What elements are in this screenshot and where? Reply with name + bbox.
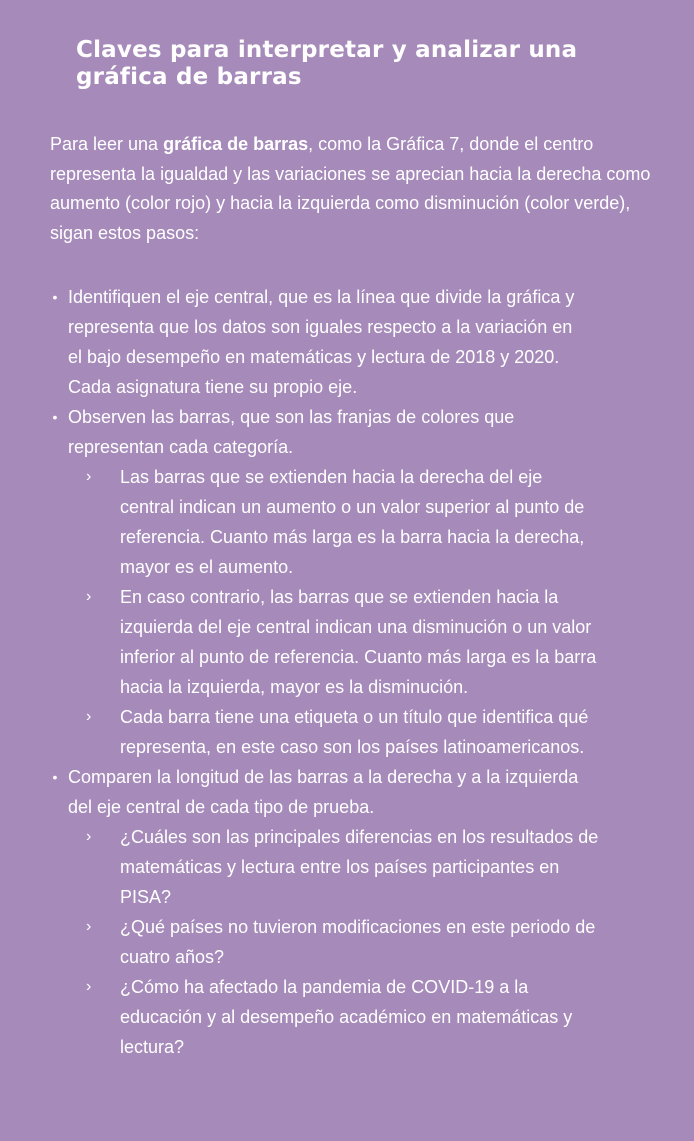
question-text-end: ? [161, 887, 172, 907]
sub-item [68, 972, 660, 1062]
step-item [50, 762, 660, 1062]
card-title: Claves para interpretar y analizar una gráfica de barras [76, 37, 578, 90]
acronym-pisa: PISA [120, 887, 162, 907]
chevron-right-icon: › [86, 468, 92, 485]
intro-paragraph [50, 130, 660, 248]
bullet-icon: • [52, 409, 58, 425]
question-text-start: ¿Cómo ha afectado la pandemia de [120, 977, 412, 997]
step-item [50, 402, 660, 762]
chevron-right-icon: › [86, 708, 92, 725]
sub-item [68, 582, 660, 702]
chevron-right-icon: › [86, 588, 92, 605]
intro-bold-term: gráfica de barras [163, 134, 309, 154]
intro-text-end: , como la Gráfica 7, donde el centro representa la igualdad y las variaciones se aprecian hacia la derecha como aumento (color rojo) y hacia la izquierda como disminución (color verde), sigan estos pasos: [50, 134, 651, 243]
sub-item-text: Las barras que se extienden hacia la derecha del eje central indican un aumento o un valor superior al punto de referencia. Cuanto más larga es la barra hacia la derecha, mayor es el aumento. [120, 467, 585, 577]
chevron-right-icon: › [86, 978, 92, 995]
sub-item-text: Cada barra tiene una etiqueta o un título que identifica qué representa, en este caso son los países latinoamericanos. [120, 707, 589, 757]
step-text: Identifiquen el eje central, que es la línea que divide la gráfica y representa que los datos son iguales respecto a la variación en el bajo desempeño en matemáticas y lectura de 2018 y 2020. Cada asignatura tiene su propio eje. [68, 287, 575, 397]
sub-item [68, 462, 660, 582]
question-text-start: ¿Cuáles son las principales diferencias en los resultados de matemáticas y lectura entre los países participantes en [120, 827, 599, 877]
sub-item [68, 702, 660, 762]
question-text-end: -19 a la educación y al desempeño académico en matemáticas y lectura? [120, 977, 573, 1057]
sub-list [68, 822, 660, 1062]
chevron-right-icon: › [86, 828, 92, 845]
bullet-icon: • [52, 289, 58, 305]
acronym-covid: COVID [411, 977, 469, 997]
sub-item [68, 912, 660, 972]
step-text: Observen las barras, que son las franjas de colores que representan cada categoría. [68, 407, 515, 457]
steps-list [50, 282, 660, 1062]
sub-item-text [120, 972, 600, 1062]
sub-item-text: ¿Qué países no tuvieron modificaciones en este periodo de cuatro años? [120, 917, 596, 967]
bullet-icon: • [52, 769, 58, 785]
step-item [50, 282, 660, 402]
sub-item-text: En caso contrario, las barras que se extienden hacia la izquierda del eje central indican una disminución o un valor inferior al punto de referencia. Cuanto más larga es la barra hacia la izquierda, mayor es la disminución. [120, 587, 597, 697]
sub-list [68, 462, 660, 762]
chevron-right-icon: › [86, 918, 92, 935]
intro-text-start: Para leer una [50, 134, 164, 154]
step-text: Comparen la longitud de las barras a la derecha y a la izquierda del eje central de cada tipo de prueba. [68, 767, 579, 817]
sub-item [68, 822, 660, 912]
sub-item-text [120, 822, 600, 912]
